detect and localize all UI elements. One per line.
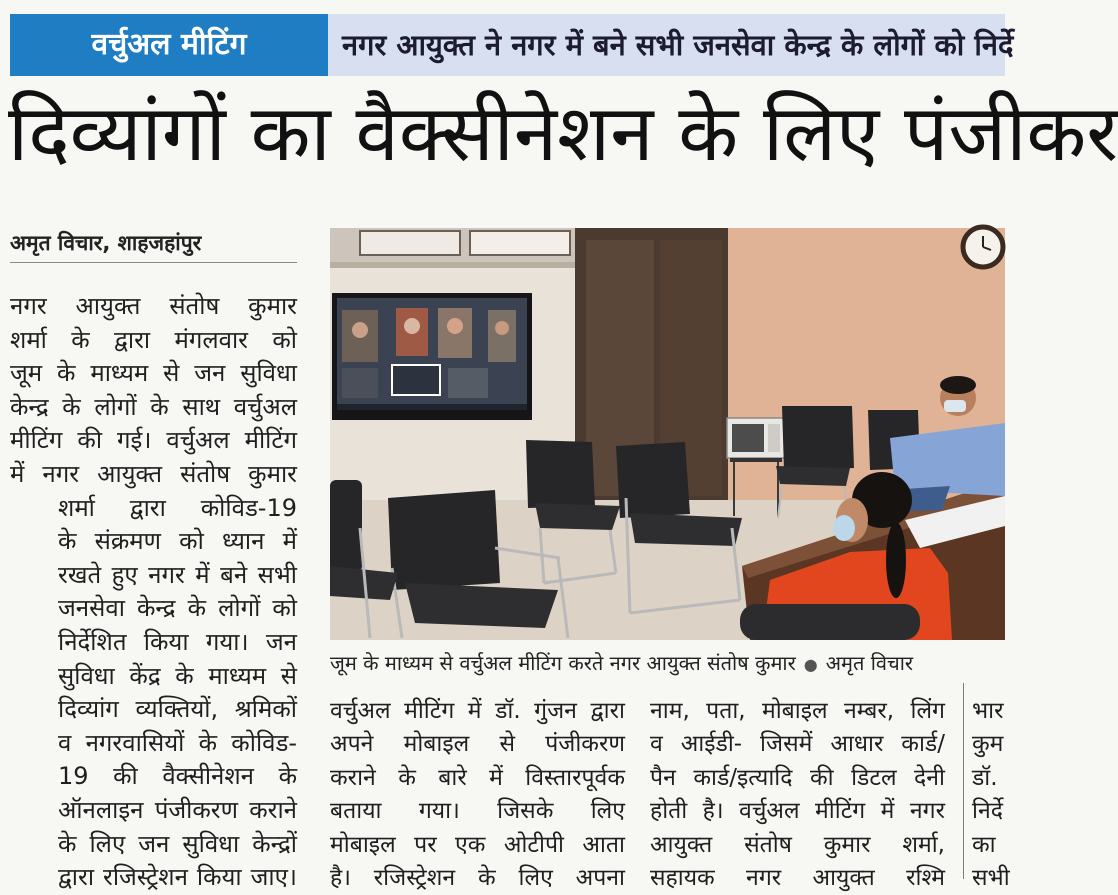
- article-line: केन्द्र के लोगों के साथ वर्चुअल: [10, 392, 297, 421]
- byline: अमृत विचार, शाहजहांपुर: [10, 231, 202, 255]
- zoom-participant: [404, 318, 420, 334]
- chair-seat: [630, 513, 742, 546]
- microwave-window: [732, 424, 764, 452]
- article-line: मोबाइल पर एक ओटीपी आता: [330, 831, 625, 858]
- article-line: है। रजिस्ट्रेशन के लिए अपना: [330, 864, 625, 891]
- article-line: के संक्रमण को ध्यान में: [58, 527, 297, 556]
- article-line: निर्दे: [972, 798, 1003, 825]
- article-line: ऑनलाइन पंजीकरण कराने: [58, 795, 297, 824]
- article-column-4: [972, 695, 1010, 891]
- article-line: व नगरवासियों के कोविड-: [58, 728, 297, 757]
- photo-caption: [330, 648, 1005, 678]
- article-line: 19 की वैक्सीनेशन के: [58, 762, 297, 791]
- article-line: कुम: [972, 731, 1004, 758]
- woman-mask: [833, 515, 855, 541]
- zoom-participant: [352, 322, 368, 338]
- article-line: दिव्यांग व्यक्तियों, श्रमिकों: [58, 695, 297, 724]
- article-column-1: [10, 290, 297, 892]
- caption-separator: ●: [803, 655, 818, 674]
- article-line: जनसेवा केन्द्र के लोगों को: [58, 594, 297, 623]
- article-column-2: [330, 695, 625, 891]
- photo-credit: अमृत विचार: [825, 651, 914, 675]
- news-photo: [330, 228, 1005, 640]
- article-line: द्वारा रजिस्ट्रेशन किया जाए।: [58, 863, 297, 892]
- zoom-taskbar: [337, 404, 527, 410]
- article-line: मीटिंग की गई। वर्चुअल मीटिंग: [10, 426, 297, 455]
- article-line: के लिए जन सुविधा केन्द्रों: [58, 829, 297, 858]
- zoom-active-tile: [392, 365, 440, 395]
- chair-seat: [776, 466, 850, 486]
- zoom-tile: [488, 310, 516, 362]
- article-line: सहायक नगर आयुक्त रश्मि: [650, 864, 945, 891]
- headline: दिव्यांगों का वैक्सीनेशन के लिए पंजीकर: [8, 89, 1118, 179]
- zoom-tile: [448, 368, 488, 398]
- article-line: शर्मा द्वारा कोविड-19: [58, 493, 297, 522]
- article-line: बताया गया। जिसके लिए: [330, 798, 625, 825]
- article-line: डॉ.: [972, 764, 998, 791]
- man-mask: [944, 400, 966, 412]
- article-line: सभी: [972, 864, 1010, 891]
- office-chair: [388, 490, 500, 590]
- woman-ponytail: [886, 522, 906, 598]
- article-line: में नगर आयुक्त संतोष कुमार: [10, 459, 297, 488]
- article-line: सुविधा केंद्र के माध्यम से: [58, 661, 297, 690]
- zoom-participant: [495, 321, 509, 335]
- chair-seat: [535, 503, 620, 530]
- chair-seat: [405, 583, 558, 628]
- column-rule: [963, 683, 964, 879]
- microwave-stand: [730, 458, 782, 462]
- wall-ledge: [330, 262, 580, 268]
- article-line: होती है। वर्चुअल मीटिंग में नगर: [650, 798, 945, 825]
- article-line: अपने मोबाइल से पंजीकरण: [330, 731, 625, 758]
- article-line: जूम के माध्यम से जन सुविधा: [10, 359, 297, 388]
- article-line: वर्चुअल मीटिंग में डॉ. गुंजन द्वारा: [330, 698, 625, 724]
- office-chair: [330, 480, 362, 572]
- article-line: नगर आयुक्त संतोष कुमार: [10, 292, 297, 320]
- zoom-tile: [342, 368, 378, 398]
- article-line: रखते हुए नगर में बने सभी: [58, 560, 297, 589]
- article-line: आयुक्त संतोष कुमार शर्मा,: [650, 831, 945, 858]
- caption-text: जूम के माध्यम से वर्चुअल मीटिंग करते नगर आयुक्त संतोष कुमार: [330, 651, 796, 675]
- article-line: कराने के बारे में विस्तारपूर्वक: [330, 764, 625, 791]
- office-chair: [740, 604, 920, 640]
- article-line: व आईडी- जिसमें आधार कार्ड/: [650, 731, 945, 758]
- microwave-panel: [768, 424, 780, 452]
- man-hair: [940, 376, 976, 394]
- section-tag: वर्चुअल मीटिंग: [10, 14, 328, 76]
- byline-rule: [10, 262, 297, 263]
- office-chair: [782, 406, 854, 470]
- kicker-text: नगर आयुक्त ने नगर में बने सभी जनसेवा केन्द्र के लोगों को निर्दे: [342, 28, 1014, 62]
- article-line: भार: [972, 698, 1004, 724]
- article-line: पैन कार्ड/इत्यादि की डिटल देनी: [650, 764, 945, 791]
- office-chair: [526, 440, 595, 508]
- article-line: निर्देशित किया गया। जन: [58, 627, 297, 656]
- article-line: शर्मा के द्वारा मंगलवार को: [10, 325, 297, 354]
- kicker-band: [328, 14, 1014, 76]
- article-column-3: [650, 695, 945, 891]
- article-line: का: [972, 831, 996, 858]
- zoom-participant: [447, 318, 463, 334]
- wall-frame: [470, 231, 570, 255]
- article-line: नाम, पता, मोबाइल नम्बर, लिंग: [650, 698, 945, 724]
- wall-frame: [360, 231, 460, 255]
